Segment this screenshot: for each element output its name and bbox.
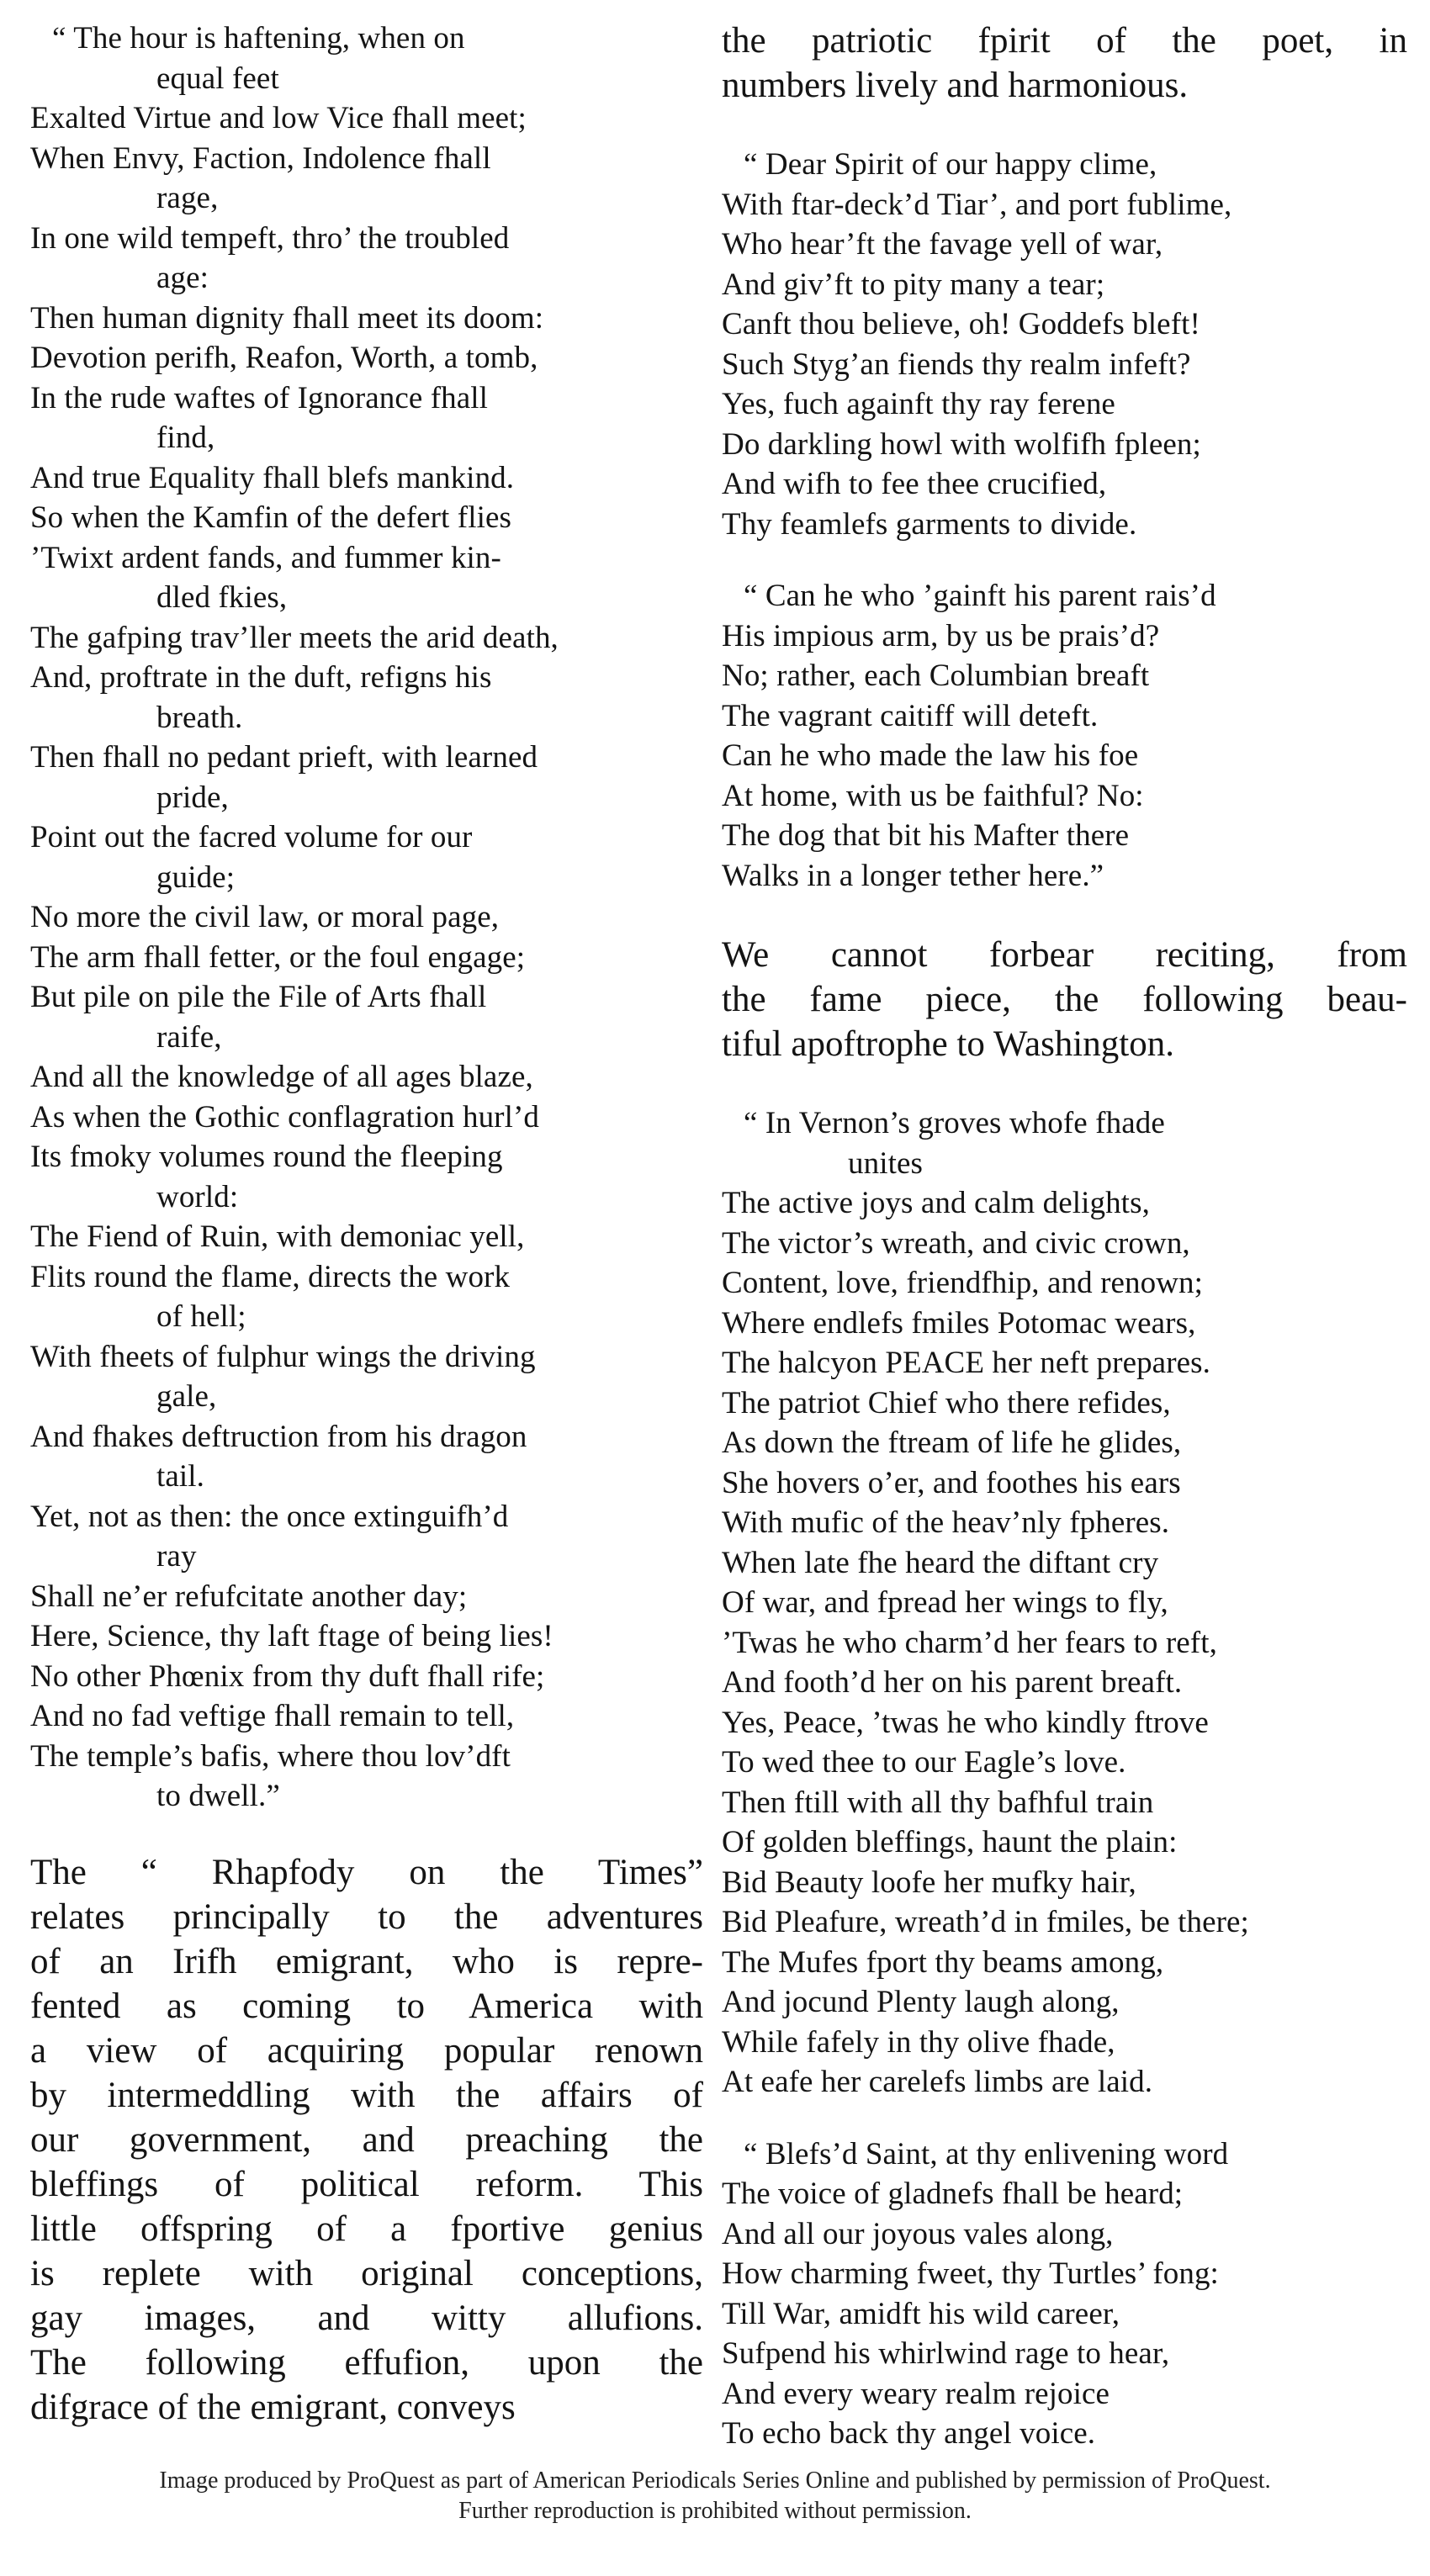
poem-line: And all our joyous vales along, [722, 2216, 1114, 2251]
poem-line: Sufpend his whirlwind rage to hear, [722, 2336, 1170, 2371]
prose-line: relates principally to the adventures [30, 1896, 703, 1937]
poem-line: Content, love, friendfhip, and renown; [722, 1266, 1204, 1300]
poem-line: Do darkling howl with wolfifh fpleen; [722, 426, 1201, 462]
poem-line: And footh’d her on his parent breaft. [722, 1665, 1183, 1700]
poem-line: And no fad veftige fhall remain to tell, [30, 1699, 515, 1733]
poem-line: Of golden bleffings, haunt the plain: [722, 1825, 1178, 1859]
prose-line: the patriotic fpirit of the poet, in [722, 21, 1407, 61]
poem-line: Yes, fuch againft thy ray ferene [722, 387, 1115, 421]
copyright-footer [0, 2466, 1430, 2526]
poem-line: “ In Vernon’s groves whofe fhade [744, 1106, 1165, 1140]
left-poem [30, 19, 703, 1817]
prose-line: difgrace of the emigrant, conveys [30, 2387, 516, 2427]
poem-line: ’Twas he who charm’d her fears to reft, [722, 1625, 1217, 1660]
poem-line: When late fhe heard the diftant cry [722, 1545, 1159, 1580]
poem-line: At home, with us be faithful? No: [722, 778, 1144, 813]
poem-line: Thy feamlefs garments to divide. [722, 506, 1137, 542]
poem-line: To wed thee to our Eagle’s love. [722, 1745, 1126, 1780]
poem-line: Canft thou believe, oh! Goddefs bleft! [722, 307, 1200, 341]
poem-line: gale, [156, 1379, 217, 1414]
poem-line: The voice of gladnefs fhall be heard; [722, 2177, 1184, 2211]
poem-line: world: [156, 1179, 239, 1214]
poem-line: And jocund Plenty laugh along, [722, 1985, 1120, 2019]
poem-line: The halcyon PEACE her neft prepares. [722, 1346, 1211, 1380]
poem-line: The vagrant caitiff will deteft. [722, 698, 1099, 733]
poem-line: equal feet [156, 61, 279, 96]
poem-line: With fheets of fulphur wings the driving [30, 1339, 536, 1374]
poem-line: Its fmoky volumes round the fleeping [30, 1140, 503, 1174]
poem-line: Who hear’ft the favage yell of war, [722, 227, 1163, 262]
poem-line: The Mufes fport thy beams among, [722, 1944, 1164, 1980]
poem-line: With mufic of the heav’nly fpheres. [722, 1505, 1170, 1540]
poem-line: So when the Kamfin of the defert flies [30, 500, 511, 535]
poem-line: With ftar-deck’d Tiar’, and port fublime, [722, 187, 1232, 222]
poem-line: While fafely in thy olive fhade, [722, 2024, 1115, 2060]
poem-line: pride, [156, 780, 229, 815]
washington-paragraph [722, 933, 1407, 1066]
poem-line: Devotion perifh, Reafon, Worth, a tomb, [30, 341, 538, 375]
prose-line: a view of acquiring popular renown [30, 2030, 703, 2071]
poem-stanza-vernon [722, 1103, 1407, 2103]
poem-line: At eafe her carelefs limbs are laid. [722, 2065, 1153, 2099]
poem-line: ’Twixt ardent fands, and fummer kin- [30, 540, 501, 575]
poem-line: In the rude waftes of Ignorance fhall [30, 380, 489, 415]
poem-line: tail. [156, 1459, 205, 1494]
poem-line: The victor’s wreath, and civic crown, [722, 1225, 1190, 1261]
poem-line: unites [848, 1145, 923, 1181]
poem-line: In one wild tempeft, thro’ the troubled [30, 220, 510, 256]
poem-line: The patriot Chief who there refides, [722, 1385, 1171, 1420]
prose-line: our government, and preaching the [30, 2119, 703, 2160]
poem-line: And, proftrate in the duft, refigns his [30, 660, 492, 695]
poem-line: rage, [156, 181, 219, 215]
prose-line: The “ Rhapfody on the Times” [30, 1852, 703, 1892]
prose-line: gay images, and witty allufions. [30, 2298, 703, 2338]
poem-line: Till War, amidft his wild career, [722, 2296, 1120, 2331]
poem-line: Then ftill with all thy bafhful train [722, 1785, 1154, 1820]
footer-line-2: Further reproduction is prohibited without permission. [458, 2498, 972, 2524]
poem-line: As down the ftream of life he glides, [722, 1426, 1182, 1460]
right-column [722, 19, 1407, 2454]
poem-line: Then fhall no pedant prieft, with learned [30, 740, 538, 775]
poem-line: of hell; [156, 1299, 246, 1334]
poem-line: And fhakes deftruction from his dragon [30, 1419, 527, 1454]
poem-line: Point out the facred volume for our [30, 820, 473, 854]
prose-line: tiful apoftrophe to Washington. [722, 1024, 1174, 1064]
poem-line: Bid Pleafure, wreath’d in fmiles, be there; [722, 1905, 1249, 1939]
poem-line: To echo back thy angel voice. [722, 2416, 1096, 2451]
poem-line: breath. [156, 700, 243, 735]
prose-line: We cannot forbear reciting, from [722, 935, 1407, 975]
poem-line: guide; [156, 860, 236, 895]
prose-line: bleffings of political reform. This [30, 2164, 703, 2204]
poem-line: find, [156, 421, 215, 455]
poem-line: The dog that bit his Mafter there [722, 818, 1130, 853]
poem-line: Yet, not as then: the once extinguifh’d [30, 1499, 509, 1534]
poem-line: The active joys and calm delights, [722, 1186, 1150, 1220]
poem-line: The Fiend of Ruin, with demoniac yell, [30, 1219, 525, 1254]
poem-line: But pile on pile the File of Arts fhall [30, 980, 487, 1014]
poem-line: How charming fweet, thy Turtles’ fong: [722, 2256, 1219, 2291]
poem-line: to dwell.” [156, 1779, 280, 1813]
poem-line: Bid Beauty loofe her mufky hair, [722, 1865, 1136, 1900]
poem-line: Exalted Virtue and low Vice fhall meet; [30, 101, 527, 135]
poem-line: Where endlefs fmiles Potomac wears, [722, 1305, 1196, 1341]
footer-line-1: Image produced by ProQuest as part of American Periodicals Series Online and published by permission of ProQuest. [159, 2468, 1271, 2494]
poem-line: Can he who made the law his foe [722, 738, 1139, 773]
poem-line: dled fkies, [156, 580, 288, 615]
poem-line: Flits round the flame, directs the work [30, 1259, 511, 1294]
poem-line: No; rather, each Columbian breaft [722, 659, 1150, 693]
poem-line: raife, [156, 1019, 222, 1055]
prose-line: little offspring of a fportive genius [30, 2208, 703, 2249]
prose-line: fented as coming to America with [30, 1986, 703, 2026]
poem-line: As when the Gothic conflagration hurl’d [30, 1099, 539, 1135]
poem-line: When Envy, Faction, Indolence fhall [30, 140, 491, 176]
prose-line: The following effufion, upon the [30, 2342, 703, 2383]
poem-line: “ Can he who ’gainft his parent rais’d [744, 579, 1216, 613]
poem-line: Shall ne’er refufcitate another day; [30, 1579, 468, 1614]
intro-paragraph [722, 19, 1407, 108]
prose-line: the fame piece, the following beau- [722, 980, 1407, 1019]
rhapsody-paragraph [30, 1850, 703, 2430]
poem-line: No other Phœnix from thy duft fhall rife; [30, 1658, 545, 1694]
prose-line: numbers lively and harmonious. [722, 66, 1189, 105]
poem-line: Yes, Peace, ’twas he who kindly ftrove [722, 1705, 1209, 1740]
poem-line: Of war, and fpread her wings to fly, [722, 1585, 1168, 1620]
poem-line: His impious arm, by us be prais’d? [722, 618, 1160, 653]
left-column [30, 19, 703, 2430]
poem-line: The temple’s bafis, where thou lov’dft [30, 1738, 511, 1774]
poem-line: age: [156, 261, 209, 295]
poem-stanza-dear-spirit [722, 145, 1407, 544]
prose-line: of an Irifh emigrant, who is repre- [30, 1941, 703, 1981]
poem-line: And every weary realm rejoice [722, 2376, 1110, 2411]
poem-line: ray [156, 1539, 197, 1574]
poem-line: The arm fhall fetter, or the foul engage; [30, 939, 526, 975]
poem-stanza-blessd-saint [722, 2134, 1407, 2454]
poem-line: And giv’ft to pity many a tear; [722, 267, 1105, 302]
poem-line: Here, Science, thy laft ftage of being lies! [30, 1619, 553, 1653]
poem-line: Walks in a longer tether here.” [722, 858, 1104, 893]
poem-line: “ Blefs’d Saint, at thy enlivening word [744, 2136, 1229, 2171]
prose-line: by intermeddling with the affairs of [30, 2075, 703, 2115]
poem-line: Such Styg’an fiends thy realm infeft? [722, 346, 1191, 382]
poem-line: She hovers o’er, and foothes his ears [722, 1465, 1181, 1500]
poem-line: And all the knowledge of all ages blaze, [30, 1060, 533, 1094]
poem-line: The gafping trav’ller meets the arid death, [30, 620, 559, 655]
poem-line: “ Dear Spirit of our happy clime, [744, 147, 1157, 182]
poem-stanza-can-he [722, 576, 1407, 896]
poem-line: “ The hour is haftening, when on [52, 21, 465, 56]
poem-line: No more the civil law, or moral page, [30, 900, 500, 934]
poem-line: And wifh to fee thee crucified, [722, 467, 1107, 501]
poem-line: And true Equality fhall blefs mankind. [30, 460, 515, 495]
prose-line: is replete with original conceptions, [30, 2253, 703, 2293]
poem-line: Then human dignity fhall meet its doom: [30, 300, 544, 336]
